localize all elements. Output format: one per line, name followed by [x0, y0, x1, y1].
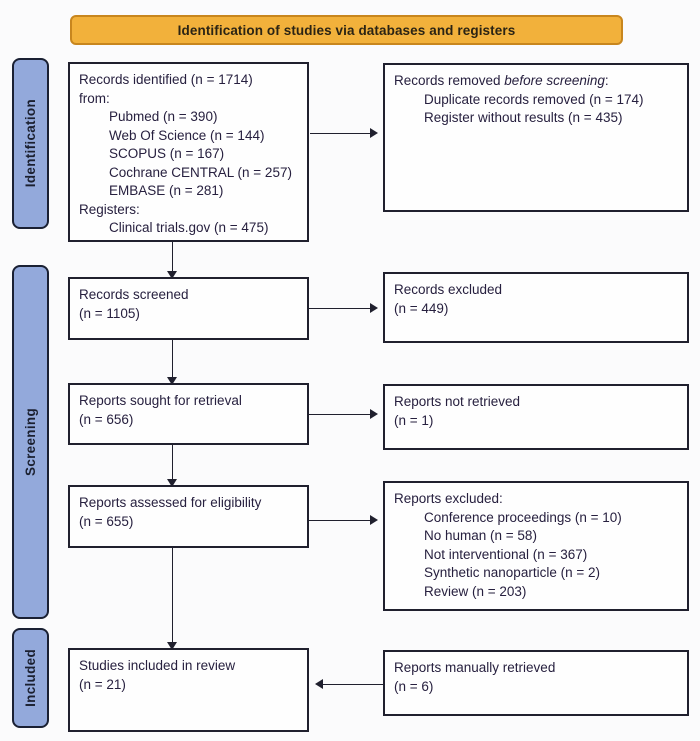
box-records-identified: [68, 62, 309, 242]
banner-title: [70, 15, 623, 45]
box-line: Reports sought for retrieval: [79, 393, 242, 408]
box-line: from:: [79, 90, 110, 106]
stage-screening: [12, 265, 49, 619]
box-line: Conference proceedings (n = 10): [424, 509, 622, 525]
arrow-down-sought-to-assessed: [172, 445, 173, 485]
box-line: Pubmed (n = 390): [109, 109, 218, 124]
stage-included: [12, 628, 49, 728]
box-reports-sought-for-retrieval: [68, 383, 309, 445]
arrow-right-screened-to-excluded: [308, 308, 376, 309]
box-line: Records identified (n = 1714): [79, 72, 253, 87]
arrow-down-screened-to-sought: [172, 340, 173, 383]
box-line: (n = 6): [394, 678, 434, 694]
box-line: Web Of Science (n = 144): [109, 127, 265, 143]
stage-identification-label: Identification: [23, 99, 38, 188]
box-studies-included-in-review: [68, 648, 309, 732]
box-line: Studies included in review: [79, 658, 236, 673]
box-line: (n = 1): [394, 412, 434, 428]
banner-title-label: Identification of studies via databases and registers: [177, 22, 516, 38]
box-line: (n = 656): [79, 411, 134, 427]
box-reports-manually-retrieved: [383, 650, 689, 716]
box-line: Reports not retrieved: [394, 394, 521, 409]
arrow-right-assessed-to-reports-excluded: [308, 520, 376, 521]
box-line: Reports manually retrieved: [394, 660, 556, 675]
box-line: Review (n = 203): [424, 583, 527, 599]
arrow-down-identified-to-screened: [172, 242, 173, 277]
arrow-left-manual-to-included: [317, 684, 383, 685]
box-line: Register without results (n = 435): [424, 110, 623, 125]
box-line: (n = 449): [394, 300, 449, 316]
box-line: SCOPUS (n = 167): [109, 146, 225, 161]
box-line: (n = 1105): [79, 305, 140, 321]
box-reports-assessed-for-eligibility: [68, 485, 309, 548]
stage-included-label: Included: [23, 649, 38, 707]
box-line: Cochrane CENTRAL (n = 257): [109, 164, 292, 180]
box-line: Reports assessed for eligibility: [79, 495, 262, 510]
stage-identification: [12, 58, 49, 229]
box-records-removed-before-screening: [383, 63, 689, 212]
box-line: (n = 655): [79, 513, 134, 529]
box-line: Clinical trials.gov (n = 475): [109, 220, 269, 235]
arrow-down-assessed-to-included: [172, 548, 173, 648]
arrow-right-sought-to-not-retrieved: [308, 414, 376, 415]
box-line: No human (n = 58): [424, 528, 537, 543]
box-reports-not-retrieved: [383, 384, 689, 450]
stage-screening-label: Screening: [23, 408, 38, 476]
box-line: Synthetic nanoparticle (n = 2): [424, 565, 600, 580]
box-line: Reports excluded:: [394, 491, 503, 506]
box-line: Records removed before screening:: [394, 73, 609, 88]
box-reports-excluded: [383, 481, 689, 611]
box-records-screened: [68, 277, 309, 340]
box-line: (n = 21): [79, 676, 126, 692]
box-line: Not interventional (n = 367): [424, 546, 588, 562]
box-line: EMBASE (n = 281): [109, 183, 224, 198]
arrow-right-identified-to-removed: [310, 133, 376, 134]
box-line: Records screened: [79, 287, 189, 302]
box-records-excluded: [383, 272, 689, 343]
box-line: Duplicate records removed (n = 174): [424, 91, 644, 107]
box-line: Records excluded: [394, 282, 503, 297]
box-line: Registers:: [79, 201, 140, 217]
